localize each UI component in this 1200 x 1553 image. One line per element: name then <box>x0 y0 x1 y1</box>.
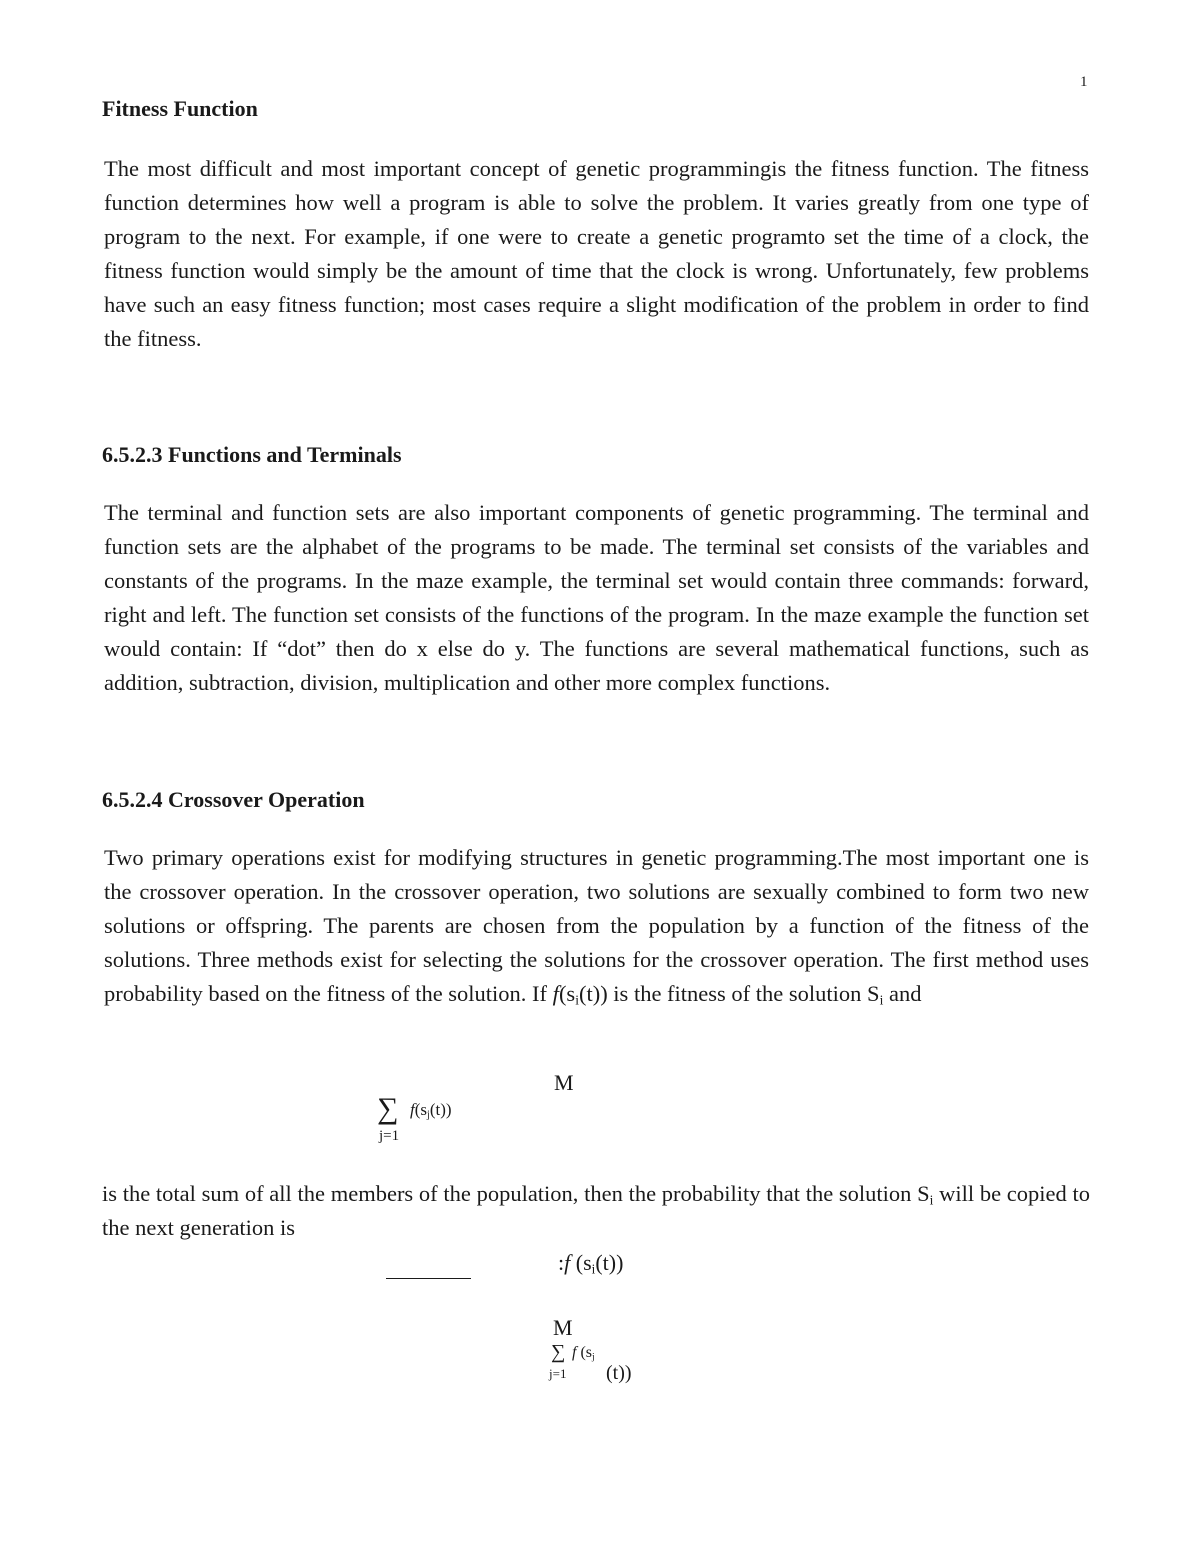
sum-arg-open: (s <box>414 1100 428 1119</box>
paragraph-fitness: The most difficult and most important concept of genetic programmingis the fitness function. The fitness function determines how well a program is able to solve the problem. It varies greatly from one type of program to the next. For example, if one were to create a genetic programto set the time of a clock, the fitness function would simply be the amount of time that the clock is wrong. Unfortunately, few problems have such an easy fitness function; most cases require a slight modification of the problem in order to find the fitness. <box>104 156 1089 351</box>
inline-arg-close: (t)) is the fitness of the solution S <box>578 981 880 1006</box>
denominator-term <box>572 1344 595 1362</box>
numerator-sub: i <box>591 1261 596 1277</box>
sigma-icon: ∑ <box>377 1092 399 1125</box>
inline-solution-sub: i <box>879 992 884 1008</box>
denominator-upper-limit: M <box>553 1315 573 1340</box>
sum-arg-close: (t)) <box>429 1100 452 1119</box>
numerator-open: (s <box>570 1250 592 1275</box>
sum-lower-limit: j=1 <box>379 1128 400 1144</box>
page-number: 1 <box>1080 74 1088 90</box>
paragraph-crossover <box>104 841 1089 1011</box>
inline-arg-open: (s <box>558 981 576 1006</box>
inline-and: and <box>883 981 922 1006</box>
continuation-text: is the total sum of all the members of the population, then the probability that the solution S <box>102 1181 930 1206</box>
numerator-f: f <box>564 1250 571 1275</box>
continuation-sub: i <box>929 1192 934 1208</box>
sum-f: f <box>410 1100 415 1119</box>
denominator-close: (t)) <box>606 1362 632 1384</box>
numerator-close: (t)) <box>595 1250 624 1275</box>
section-heading-fitness: Fitness Function <box>102 96 258 121</box>
numerator <box>558 1250 623 1276</box>
paragraph-continuation <box>102 1177 1090 1245</box>
paragraph-functions-terminals: The terminal and function sets are also important components of genetic programming. The terminal and function sets are the alphabet of the programs to be made. The terminal set consists of the variables and constants of the programs. In the maze example, the terminal set would contain three commands: forward, right and left. The function set consists of the functions of the program. In the maze example the function set would contain: If “dot” then do x else do y. The functions are several mathematical functions, such as addition, subtraction, division, multiplication and other more complex functions. <box>104 500 1089 695</box>
crossover-text: Two primary operations exist for modifying structures in genetic programming.The most important one is the crossover operation. In the crossover operation, two solutions are sexually combined to form two new solutions or offspring. The parents are chosen from the population by a function of the fitness of the solutions. Three methods exist for selecting the solutions for the crossover operation. The first method uses probability based on the fitness of the solution. If <box>104 845 1089 1006</box>
inline-sub-i: i <box>575 992 579 1008</box>
continuation-text-2: will be copied to the next generation is <box>102 1181 1090 1240</box>
denominator-open: (s <box>576 1344 593 1361</box>
fitness-function-symbol: f <box>552 981 559 1006</box>
section-heading-functions-terminals: 6.5.2.3 Functions and Terminals <box>102 442 402 467</box>
denominator-f: f <box>572 1344 577 1361</box>
sum-upper-limit: M <box>554 1070 574 1095</box>
fraction-line <box>386 1278 471 1279</box>
section-heading-crossover: 6.5.2.4 Crossover Operation <box>102 787 365 812</box>
sum-term <box>410 1100 452 1120</box>
denominator-sigma-icon: ∑ <box>551 1341 566 1363</box>
denominator-sub: j <box>592 1351 595 1363</box>
numerator-prefix: : <box>558 1250 565 1275</box>
denominator-lower-limit: j=1 <box>549 1366 567 1381</box>
sum-arg-sub: j <box>427 1109 430 1121</box>
